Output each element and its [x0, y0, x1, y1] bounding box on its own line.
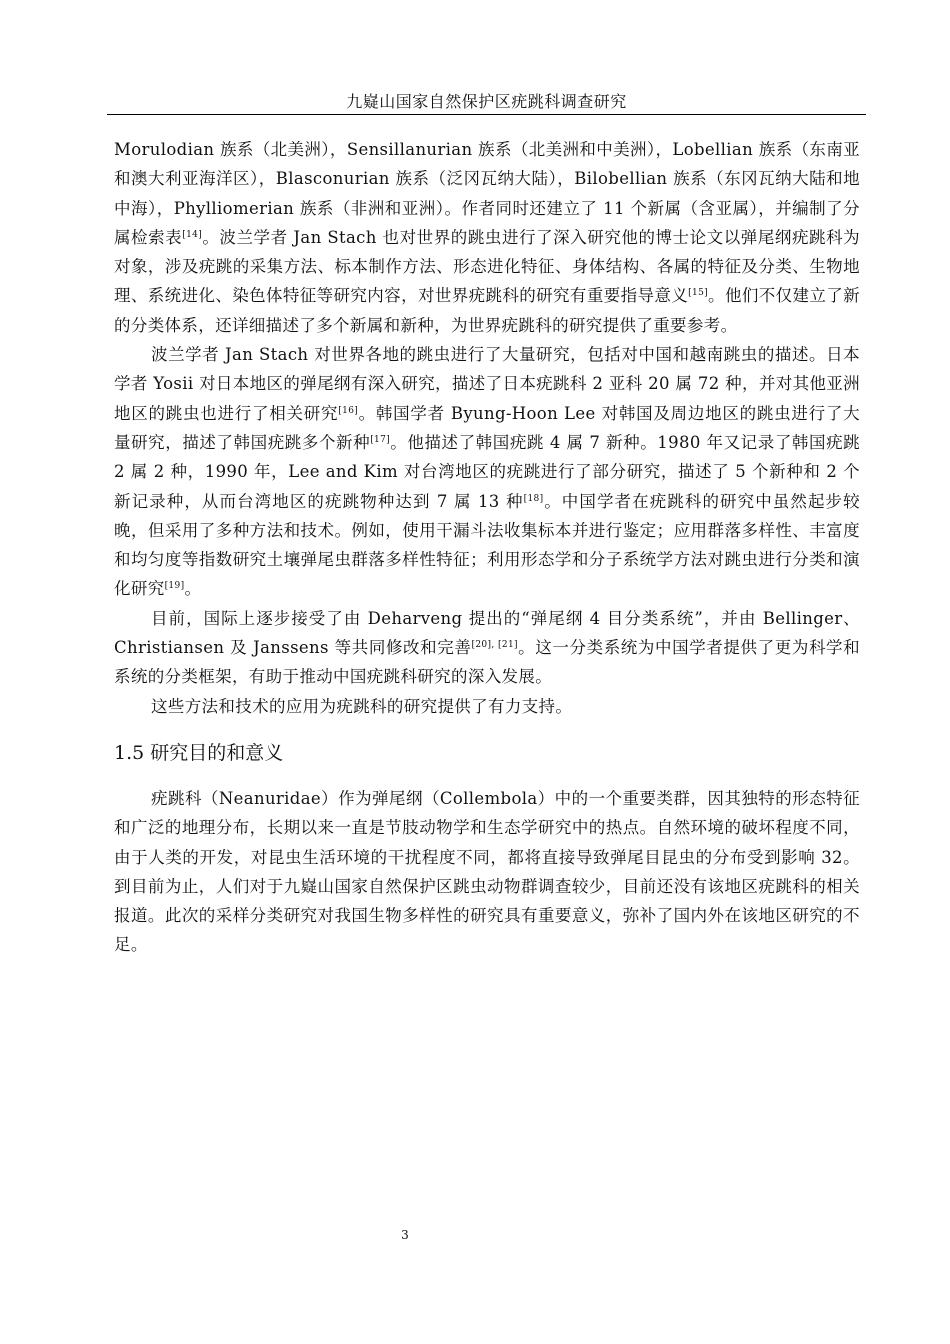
text: 波兰学者 Jan Stach 对世界各地的跳虫进行了大量研究，包括对中国和越南跳虫的描述。日本学者 Yosii 对日本地区的弹尾纲有深入研究，描述了日本疣跳科 2 亚科 20 属 72 种，并对其他亚洲地区的跳虫也进行了相关研究 [114, 345, 860, 423]
running-header: 九嶷山国家自然保护区疣跳科调查研究 [346, 92, 627, 111]
text: 。中国学者在疣跳科的研究中虽然起步较晚，但采用了多种方法和技术。例如，使用干漏斗法收集标本并进行鉴定；应用群落多样性、丰富度和均匀度等指数研究土壤弹尾虫群落多样性特征；利用形态学和分子系统学方法对跳虫进行分类和演化研究 [114, 491, 860, 599]
citation: [20], [21] [471, 640, 518, 651]
text: 。 [184, 579, 202, 599]
citation: [19] [164, 581, 185, 592]
citation: [18] [523, 493, 544, 504]
page-body [114, 135, 860, 960]
paragraph-4 [114, 692, 860, 721]
text: Morulodian 族系（北美洲），Sensillanurian 族系（北美洲和中美洲），Lobellian 族系（东南亚和澳大利亚海洋区），Blasconurian 族系（泛冈瓦纳大陆），Bilobellian 族系（东冈瓦纳大陆和地中海），Phylliomerian 族系（非洲和亚洲）。作者同时还建立了 11 个新属（含亚属），并编制了分属检索表 [114, 140, 860, 247]
text: 。这一分类系统为中国学者提供了更为科学和系统的分类框架，有助于推动中国疣跳科研究的深入发展。 [114, 638, 861, 687]
citation: [17] [370, 434, 391, 445]
paragraph-2 [114, 340, 860, 604]
header-rule [107, 114, 866, 115]
text: 。波兰学者 Jan Stach 也对世界的跳虫进行了深入研究他的博士论文以弹尾纲疣跳科为对象，涉及疣跳的采集方法、标本制作方法、形态进化特征、身体结构、各属的特征及分类、生物地理、系统进化、染色体特征等研究内容，对世界疣跳科的研究有重要指导意义 [114, 227, 860, 306]
text: 。他们不仅建立了新的分类体系，还详细描述了多个新属和新种，为世界疣跳科的研究提供了重要参考。 [114, 286, 860, 335]
section-number: 1.5 [114, 741, 145, 764]
citation: [14] [182, 229, 203, 240]
citation: [15] [688, 288, 709, 299]
text: 这些方法和技术的应用为疣跳科的研究提供了有力支持。 [151, 696, 573, 716]
section-title: 研究目的和意义 [150, 741, 284, 764]
section-heading [114, 740, 860, 766]
paragraph-1 [114, 135, 860, 340]
paragraph-5 [114, 784, 860, 960]
citation: [16] [338, 405, 359, 416]
text: 。韩国学者 Byung-Hoon Lee 对韩国及周边地区的跳虫进行了大量研究，描述了韩国疣跳多个新种 [114, 403, 860, 452]
page-number: 3 [401, 1228, 409, 1242]
text: 疣跳科（Neanuridae）作为弹尾纲（Collembola）中的一个重要类群，因其独特的形态特征和广泛的地理分布，长期以来一直是节肢动物学和生态学研究中的热点。自然环境的破坏程度不同，由于人类的开发，对昆虫生活环境的干扰程度不同，都将直接导致弹尾目昆虫的分布受到影响 32。到目前为止，人们对于九嶷山国家自然保护区跳虫动物群调查较少，目前还没有该地区疣跳科的相关报道。此次的采样分类研究对我国生物多样性的研究具有重要意义，弥补了国内外在该地区研究的不足。 [114, 788, 860, 955]
text: 。他描述了韩国疣跳 4 属 7 新种。1980 年又记录了韩国疣跳 2 属 2 种，1990 年，Lee and Kim 对台湾地区的疣跳进行了部分研究，描述了 5 个新种和 2 个新记录种，从而台湾地区的疣跳物种达到 7 属 13 种 [114, 432, 861, 511]
text: 目前，国际上逐步接受了由 Deharveng 提出的“弹尾纲 4 目分类系统”，并由 Bellinger、Christiansen 及 Janssens 等共同修改和完善 [114, 608, 860, 658]
paragraph-3 [114, 604, 860, 692]
